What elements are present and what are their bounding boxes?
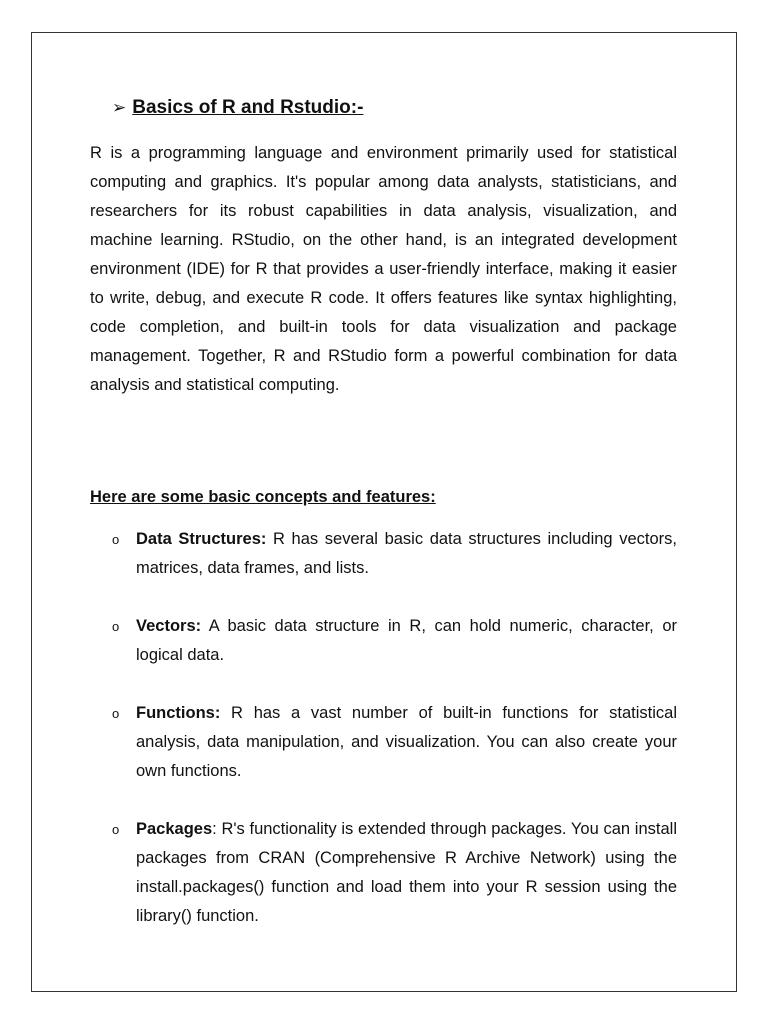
intro-paragraph: R is a programming language and environment primarily used for statistical computing and graphics. It's popular among data analysts, statisticians, and researchers for its robust capabilities in data analysis, visualization, and machine learning. RStudio, on the other hand, is an integrated development environment (IDE) for R that provides a user-friendly interface, making it easier to write, debug, and execute R code. It offers features like syntax highlighting, code completion, and built-in tools for data visualization and package management. Together, R and RStudio form a powerful combination for data analysis and statistical computing. [90, 144, 677, 394]
bullet-text: R has a vast number of built-in functions for statistical analysis, data manipulation, and visualization. You can also create your own functions. [136, 704, 677, 780]
section-title: Basics of R and Rstudio:- [132, 97, 364, 118]
circle-bullet-icon: o [112, 822, 120, 837]
bullet-term: Data Structures: [136, 530, 267, 548]
circle-bullet-icon: o [112, 532, 120, 547]
list-item [112, 699, 677, 786]
circle-bullet-icon: o [112, 619, 120, 634]
bullet-term: Functions: [136, 704, 221, 722]
list-item [112, 612, 677, 670]
list-item [112, 815, 677, 931]
circle-bullet-icon: o [112, 706, 120, 721]
arrow-bullet-icon: ➢ [112, 98, 127, 117]
bullet-text: A basic data structure in R, can hold numeric, character, or logical data. [136, 617, 677, 664]
bullet-term: Packages [136, 820, 213, 838]
concepts-subheading: Here are some basic concepts and features: [90, 488, 436, 506]
list-item [112, 525, 677, 583]
bullet-text: R has several basic data structures including vectors, matrices, data frames, and lists. [136, 530, 677, 577]
section-heading [112, 95, 363, 121]
bullet-term: Vectors: [136, 617, 202, 635]
concepts-list [112, 525, 677, 931]
bullet-text: : R's functionality is extended through packages. You can install packages from CRAN (Comprehensive R Archive Network) using the install.packages() function and load them into your R session using the library() function. [136, 820, 677, 925]
